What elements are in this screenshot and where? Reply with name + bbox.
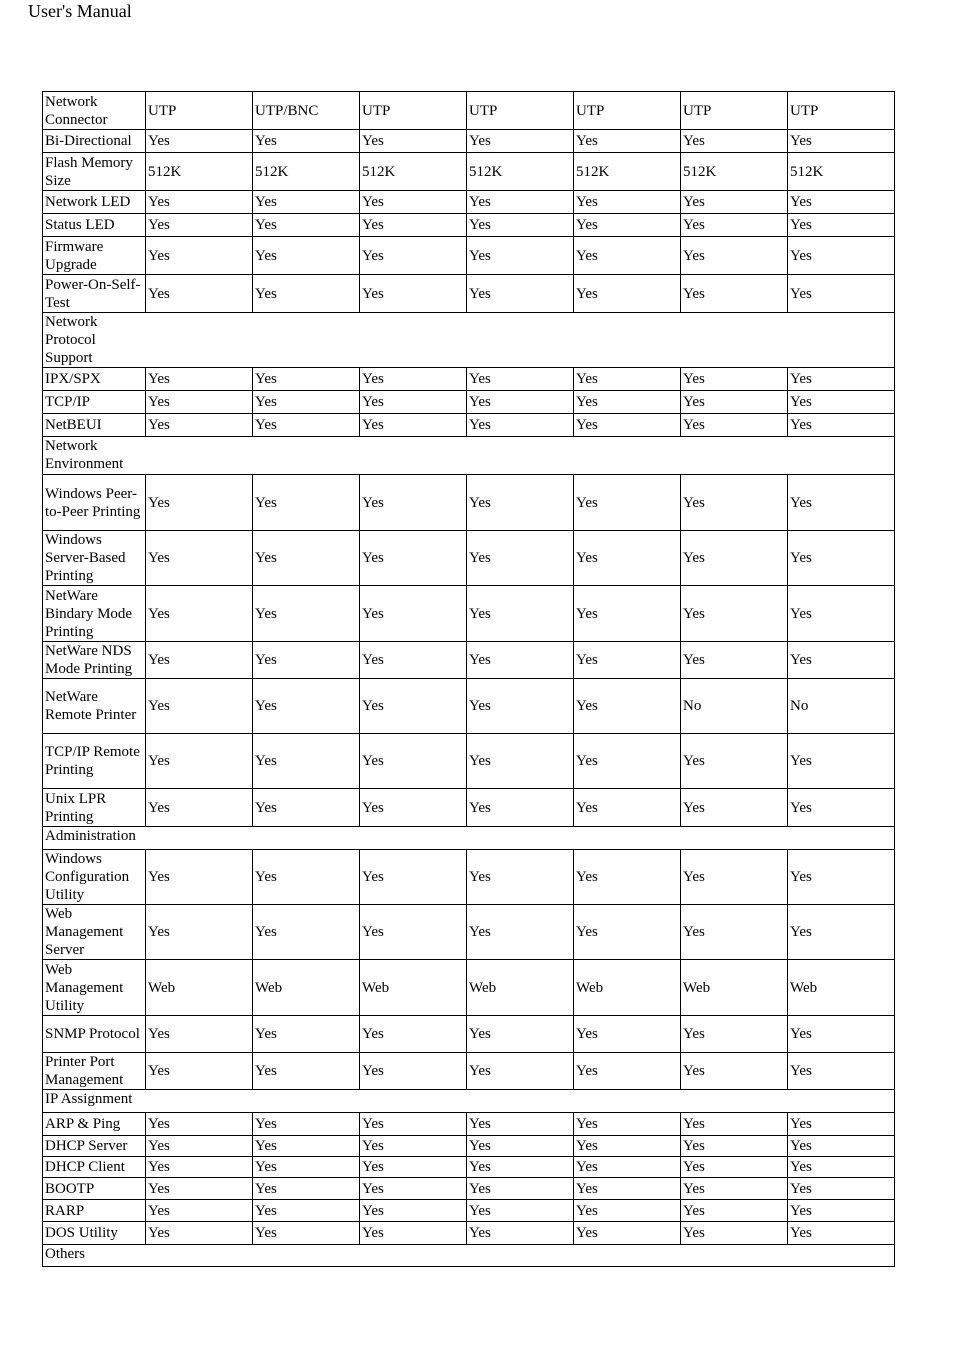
cell-value: Yes [360, 531, 467, 586]
cell-value: Yes [574, 391, 681, 414]
table-row [43, 850, 895, 905]
feature-label: Web Management Utility [43, 960, 146, 1016]
page-header: User's Manual [28, 1, 132, 21]
cell-value: Yes [467, 191, 574, 214]
cell-value: Yes [146, 130, 253, 153]
table-row [43, 1136, 895, 1157]
feature-label: Unix LPR Printing [43, 789, 146, 827]
feature-label: Printer Port Management [43, 1053, 146, 1090]
cell-value: Yes [360, 1178, 467, 1200]
cell-value: Yes [253, 237, 360, 275]
cell-value: Yes [788, 368, 895, 391]
cell-value: Web [574, 960, 681, 1016]
cell-value: Yes [360, 130, 467, 153]
feature-label: Windows Peer-to-Peer Printing [43, 475, 146, 531]
cell-value: Yes [253, 214, 360, 237]
feature-label: NetWare NDS Mode Printing [43, 642, 146, 679]
table-row [43, 789, 895, 827]
cell-value: Yes [467, 642, 574, 679]
cell-value: Yes [574, 734, 681, 789]
cell-value: Yes [788, 642, 895, 679]
cell-value: Yes [574, 368, 681, 391]
cell-value: Yes [681, 1053, 788, 1090]
table-row [43, 1016, 895, 1053]
cell-value: Yes [253, 130, 360, 153]
section-label [43, 313, 895, 368]
cell-value: Yes [681, 531, 788, 586]
cell-value: UTP [146, 92, 253, 130]
cell-value: Yes [574, 679, 681, 734]
section-label-text: IP Assignment [45, 1091, 133, 1107]
table-row [43, 191, 895, 214]
cell-value: Yes [681, 414, 788, 437]
cell-value: 512K [467, 153, 574, 191]
cell-value: Yes [574, 789, 681, 827]
feature-label: Status LED [43, 214, 146, 237]
cell-value: Yes [574, 237, 681, 275]
cell-value: Yes [253, 1178, 360, 1200]
cell-value: Yes [253, 391, 360, 414]
table-row [43, 368, 895, 391]
cell-value: Yes [467, 789, 574, 827]
cell-value: Yes [467, 850, 574, 905]
section-row [43, 1245, 895, 1267]
cell-value: Yes [360, 1136, 467, 1157]
cell-value: 512K [146, 153, 253, 191]
cell-value: Yes [360, 850, 467, 905]
cell-value: Yes [360, 275, 467, 313]
cell-value: Yes [681, 1157, 788, 1178]
cell-value: Yes [788, 850, 895, 905]
cell-value: Yes [146, 214, 253, 237]
cell-value: Yes [146, 191, 253, 214]
section-label-text: Administration [45, 828, 136, 844]
cell-value: Yes [574, 1157, 681, 1178]
cell-value: Yes [574, 414, 681, 437]
cell-value: Yes [574, 1200, 681, 1222]
cell-value: 512K [788, 153, 895, 191]
cell-value: Yes [467, 391, 574, 414]
cell-value: Yes [253, 1113, 360, 1136]
cell-value: Yes [467, 130, 574, 153]
feature-label: TCP/IP Remote Printing [43, 734, 146, 789]
table-row [43, 391, 895, 414]
cell-value: Yes [360, 586, 467, 642]
cell-value: Yes [360, 679, 467, 734]
cell-value: Yes [146, 275, 253, 313]
cell-value: Yes [146, 1053, 253, 1090]
cell-value: Yes [681, 1222, 788, 1245]
table-row [43, 1053, 895, 1090]
cell-value: Yes [467, 368, 574, 391]
cell-value: Yes [146, 475, 253, 531]
cell-value: 512K [360, 153, 467, 191]
cell-value: Yes [146, 789, 253, 827]
cell-value: Yes [788, 1222, 895, 1245]
cell-value: Yes [467, 905, 574, 960]
cell-value: Yes [681, 1178, 788, 1200]
feature-label: ARP & Ping [43, 1113, 146, 1136]
cell-value: Yes [467, 679, 574, 734]
table-row [43, 960, 895, 1016]
cell-value: Yes [467, 1016, 574, 1053]
feature-label: RARP [43, 1200, 146, 1222]
cell-value: Yes [253, 1200, 360, 1222]
feature-label: NetWare Remote Printer [43, 679, 146, 734]
table-row [43, 414, 895, 437]
cell-value: Yes [681, 1016, 788, 1053]
cell-value: Yes [146, 1113, 253, 1136]
cell-value: Yes [467, 531, 574, 586]
feature-label: DOS Utility [43, 1222, 146, 1245]
cell-value: Yes [360, 905, 467, 960]
cell-value: Yes [360, 1053, 467, 1090]
feature-label: NetWare Bindary Mode Printing [43, 586, 146, 642]
table-row [43, 475, 895, 531]
cell-value: Yes [574, 275, 681, 313]
cell-value: Yes [574, 905, 681, 960]
cell-value: Yes [253, 1053, 360, 1090]
cell-value: Yes [574, 1136, 681, 1157]
cell-value: Yes [788, 237, 895, 275]
cell-value: Yes [574, 586, 681, 642]
cell-value: Yes [253, 191, 360, 214]
table-row [43, 275, 895, 313]
cell-value: Yes [788, 191, 895, 214]
cell-value: Yes [467, 214, 574, 237]
cell-value: Yes [253, 642, 360, 679]
cell-value: Yes [467, 1113, 574, 1136]
cell-value: Yes [788, 1053, 895, 1090]
feature-label: BOOTP [43, 1178, 146, 1200]
cell-value: Yes [681, 642, 788, 679]
cell-value: Yes [146, 850, 253, 905]
cell-value: Yes [146, 368, 253, 391]
cell-value: Yes [360, 1222, 467, 1245]
cell-value: Yes [360, 414, 467, 437]
cell-value: No [788, 679, 895, 734]
cell-value: Yes [253, 679, 360, 734]
cell-value: Yes [253, 1136, 360, 1157]
cell-value: Yes [788, 214, 895, 237]
table-row [43, 92, 895, 130]
cell-value: Yes [681, 789, 788, 827]
cell-value: Yes [146, 734, 253, 789]
cell-value: Yes [253, 531, 360, 586]
feature-label: TCP/IP [43, 391, 146, 414]
cell-value: Yes [467, 1178, 574, 1200]
table-row [43, 237, 895, 275]
cell-value: Yes [681, 130, 788, 153]
cell-value: Yes [360, 1200, 467, 1222]
cell-value: Yes [360, 391, 467, 414]
cell-value: Yes [360, 1157, 467, 1178]
feature-label: Windows Server-Based Printing [43, 531, 146, 586]
feature-label: DHCP Server [43, 1136, 146, 1157]
cell-value: Yes [788, 414, 895, 437]
feature-label: DHCP Client [43, 1157, 146, 1178]
cell-value: Yes [253, 850, 360, 905]
cell-value: Yes [574, 1016, 681, 1053]
cell-value: Yes [788, 1200, 895, 1222]
feature-label: Windows Configuration Utility [43, 850, 146, 905]
cell-value: Yes [788, 905, 895, 960]
cell-value: Yes [360, 475, 467, 531]
cell-value: Yes [681, 586, 788, 642]
cell-value: Yes [360, 368, 467, 391]
spec-table-body [43, 92, 895, 1267]
cell-value: Yes [574, 1222, 681, 1245]
table-row [43, 130, 895, 153]
cell-value: Web [146, 960, 253, 1016]
cell-value: Yes [360, 237, 467, 275]
cell-value: Yes [467, 1053, 574, 1090]
cell-value: Yes [253, 905, 360, 960]
cell-value: Yes [467, 1157, 574, 1178]
spec-table [42, 91, 895, 1267]
cell-value: Yes [146, 1200, 253, 1222]
cell-value: Yes [681, 905, 788, 960]
cell-value: Yes [360, 1016, 467, 1053]
section-label-text: Others [45, 1246, 85, 1262]
cell-value: Yes [788, 391, 895, 414]
cell-value: Yes [253, 414, 360, 437]
cell-value: Yes [681, 191, 788, 214]
section-label [43, 437, 895, 475]
cell-value: Yes [788, 1113, 895, 1136]
cell-value: Yes [788, 734, 895, 789]
cell-value: Yes [360, 214, 467, 237]
cell-value: Yes [146, 679, 253, 734]
cell-value: Yes [146, 414, 253, 437]
feature-label: IPX/SPX [43, 368, 146, 391]
cell-value: Yes [467, 1200, 574, 1222]
cell-value: 512K [574, 153, 681, 191]
cell-value: Yes [681, 1113, 788, 1136]
cell-value: UTP [788, 92, 895, 130]
cell-value: Yes [574, 214, 681, 237]
cell-value: Yes [681, 391, 788, 414]
cell-value: 512K [253, 153, 360, 191]
cell-value: Yes [360, 734, 467, 789]
cell-value: Yes [788, 1178, 895, 1200]
cell-value: Yes [788, 531, 895, 586]
cell-value: Yes [467, 1136, 574, 1157]
cell-value: Yes [146, 1178, 253, 1200]
cell-value: Yes [574, 475, 681, 531]
cell-value: UTP [360, 92, 467, 130]
cell-value: Yes [253, 586, 360, 642]
cell-value: Yes [253, 1157, 360, 1178]
cell-value: Yes [146, 237, 253, 275]
cell-value: Yes [253, 368, 360, 391]
cell-value: Yes [681, 368, 788, 391]
cell-value: Yes [574, 191, 681, 214]
feature-label: Web Management Server [43, 905, 146, 960]
cell-value: Yes [574, 642, 681, 679]
table-row [43, 214, 895, 237]
cell-value: 512K [681, 153, 788, 191]
table-row [43, 153, 895, 191]
table-row [43, 679, 895, 734]
cell-value: Web [681, 960, 788, 1016]
table-row [43, 1178, 895, 1200]
cell-value: Yes [788, 475, 895, 531]
table-row [43, 905, 895, 960]
cell-value: Yes [681, 734, 788, 789]
cell-value: Yes [146, 531, 253, 586]
cell-value: Yes [788, 275, 895, 313]
cell-value: Yes [360, 789, 467, 827]
section-label [43, 827, 895, 850]
cell-value: Yes [788, 1157, 895, 1178]
cell-value: Yes [467, 275, 574, 313]
cell-value: Yes [681, 850, 788, 905]
cell-value: Yes [146, 1222, 253, 1245]
cell-value: Web [360, 960, 467, 1016]
cell-value: Yes [574, 1178, 681, 1200]
cell-value: Yes [146, 1157, 253, 1178]
cell-value: UTP/BNC [253, 92, 360, 130]
cell-value: Yes [146, 1136, 253, 1157]
feature-label: NetBEUI [43, 414, 146, 437]
feature-label: Bi-Directional [43, 130, 146, 153]
cell-value: Yes [146, 391, 253, 414]
section-label [43, 1245, 895, 1267]
cell-value: Yes [788, 789, 895, 827]
cell-value: Yes [467, 475, 574, 531]
table-row [43, 1222, 895, 1245]
cell-value: Yes [253, 1222, 360, 1245]
cell-value: Yes [574, 130, 681, 153]
table-row [43, 586, 895, 642]
cell-value: Yes [681, 1136, 788, 1157]
section-row [43, 437, 895, 475]
cell-value: UTP [467, 92, 574, 130]
section-label [43, 1090, 895, 1113]
feature-label: Flash Memory Size [43, 153, 146, 191]
cell-value: Yes [146, 642, 253, 679]
cell-value: Yes [788, 130, 895, 153]
cell-value: Yes [360, 1113, 467, 1136]
cell-value: Yes [574, 1053, 681, 1090]
cell-value: Yes [146, 905, 253, 960]
table-row [43, 1113, 895, 1136]
cell-value: Web [467, 960, 574, 1016]
table-row [43, 1200, 895, 1222]
cell-value: Yes [574, 1113, 681, 1136]
cell-value: Yes [253, 475, 360, 531]
cell-value: Yes [681, 275, 788, 313]
cell-value: Yes [681, 1200, 788, 1222]
table-row [43, 531, 895, 586]
table-row [43, 734, 895, 789]
cell-value: Yes [788, 586, 895, 642]
cell-value: Yes [788, 1016, 895, 1053]
cell-value: Yes [681, 475, 788, 531]
cell-value: Yes [467, 414, 574, 437]
cell-value: Yes [360, 642, 467, 679]
feature-label: Power-On-Self-Test [43, 275, 146, 313]
section-row [43, 827, 895, 850]
cell-value: Yes [146, 586, 253, 642]
cell-value: Yes [467, 586, 574, 642]
cell-value: Web [253, 960, 360, 1016]
feature-label: Network LED [43, 191, 146, 214]
feature-label: SNMP Protocol [43, 1016, 146, 1053]
feature-label: Firmware Upgrade [43, 237, 146, 275]
cell-value: Yes [253, 734, 360, 789]
cell-value: Yes [574, 531, 681, 586]
cell-value: No [681, 679, 788, 734]
section-row [43, 1090, 895, 1113]
cell-value: UTP [681, 92, 788, 130]
feature-label: Network Connector [43, 92, 146, 130]
section-row [43, 313, 895, 368]
cell-value: Yes [467, 734, 574, 789]
cell-value: Yes [681, 237, 788, 275]
cell-value: Yes [681, 214, 788, 237]
cell-value: Yes [253, 789, 360, 827]
cell-value: Yes [360, 191, 467, 214]
section-label-text: Network Protocol Support [45, 314, 98, 366]
cell-value: Yes [467, 237, 574, 275]
cell-value: Yes [146, 1016, 253, 1053]
section-label-text: Network Environment [45, 438, 124, 472]
cell-value: UTP [574, 92, 681, 130]
cell-value: Web [788, 960, 895, 1016]
table-row [43, 1157, 895, 1178]
cell-value: Yes [467, 1222, 574, 1245]
table-row [43, 642, 895, 679]
cell-value: Yes [788, 1136, 895, 1157]
cell-value: Yes [253, 275, 360, 313]
cell-value: Yes [253, 1016, 360, 1053]
cell-value: Yes [574, 850, 681, 905]
